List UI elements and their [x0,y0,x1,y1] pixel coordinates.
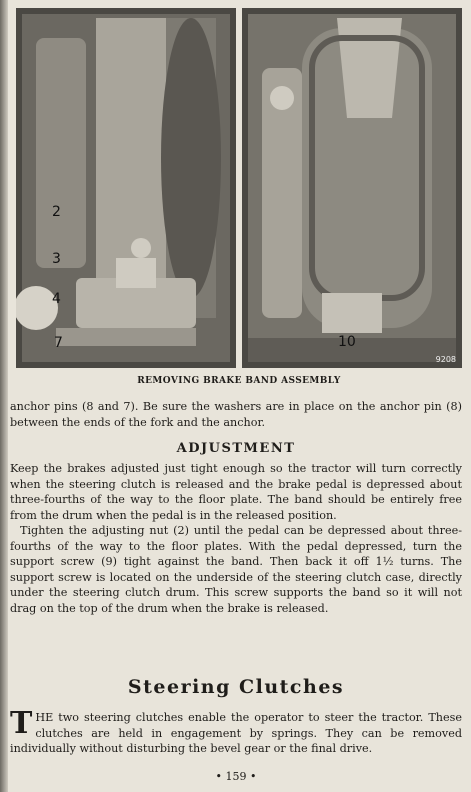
page-number: • 159 • [215,770,257,783]
callout-4: 4 [52,291,61,307]
paragraph-adjustment-1: Keep the brakes adjusted just tight enough so the tractor will turn correctly when the steering clutch is released and the brake pedal is depressed about three-fourths of the way to the floor plate. The band should be entirely free from the drum when the pedal is in the released position. [10,462,462,522]
paragraph-anchor-pins: anchor pins (8 and 7). Be sure the washers are in place on the anchor pin (8) between the ends of the fork and the anchor. [10,400,462,429]
plate-number: 9208 [435,355,456,364]
callout-7: 7 [54,335,63,351]
photo-right-illustration [242,8,462,368]
photo-figure [16,8,462,368]
paragraph-steering-text: HE two steering clutches enable the operator to steer the tractor. These clutches are held in engagement by springs. They can be removed individually without disturbing the bevel gear or the final drive. [10,711,462,755]
page-binding-edge [0,0,8,792]
heading-steering-clutches: Steering Clutches [127,676,345,698]
callout-3: 3 [52,251,61,267]
paragraph-adjustment-2: Tighten the adjusting nut (2) until the pedal can be depressed about three-fourths of the way to the floor plates. With the pedal depressed, turn the support screw (9) tight against the band. Then back it off 1½ turns. The support screw is located on the underside of the steering clutch case, directly under the steering clutch drum. This screw supports the band so it will not drag on the top of the drum when the brake is released. [10,524,462,615]
callout-10: 10 [338,334,356,350]
photo-left [16,8,236,368]
text-block-anchor [10,399,462,430]
drop-cap: T [10,706,33,741]
figure-caption: REMOVING BRAKE BAND ASSEMBLY [137,376,341,386]
text-block-adjustment [10,461,462,616]
paragraph-steering-clutches [10,706,462,757]
photo-left-illustration [16,8,236,368]
text-block-steering [10,706,462,757]
heading-adjustment: ADJUSTMENT [176,441,296,456]
photo-right [242,8,462,368]
callout-2: 2 [52,204,61,220]
